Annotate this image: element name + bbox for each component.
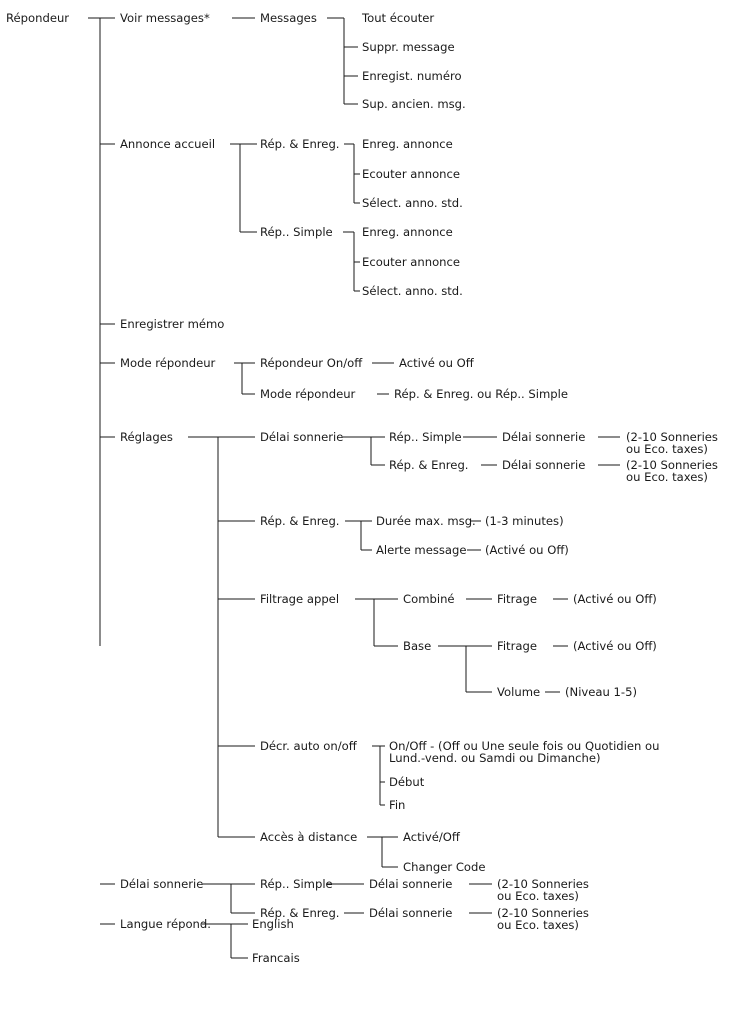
node-sonneries-1b: ou Eco. taxes) [626,442,708,456]
node-on-off-line1: On/Off - (Off ou Une seule fois ou Quotidien ou [389,739,660,753]
node-acces-distance: Accès à distance [260,830,358,844]
node-minutes-1-3: (1-3 minutes) [485,514,564,528]
node-duree-max-msg: Durée max. msg. [376,514,476,528]
node-sonneries-2a: (2-10 Sonneries [626,458,718,472]
node-sonneries-1a: (2-10 Sonneries [626,430,718,444]
node-repondeur-on-off: Répondeur On/off [260,356,363,370]
node-reglages: Réglages [120,430,173,444]
node-mode-repondeur: Mode répondeur [120,356,216,370]
node-decr-auto: Décr. auto on/off [260,739,357,753]
node-alerte-message: Alerte message [376,543,467,557]
node-delai-sonnerie-3: Délai sonnerie [369,877,453,891]
node-combine-active-ou-off: (Activé ou Off) [573,592,657,606]
node-sonneries-4b: ou Eco. taxes) [497,918,579,932]
node-volume: Volume [497,685,541,699]
node-enregistrer-memo: Enregistrer mémo [120,317,225,331]
node-delai-sonnerie-2: Délai sonnerie [502,458,586,472]
node-fin: Fin [389,798,406,812]
node-delai-sonnerie-1: Délai sonnerie [502,430,586,444]
node-changer-code: Changer Code [403,860,486,874]
node-enregist-numero: Enregist. numéro [362,69,462,83]
node-repondeur: Répondeur [6,11,70,25]
node-annonce-accueil: Annonce accueil [120,137,216,151]
node-base-active-ou-off: (Activé ou Off) [573,639,657,653]
node-rep-enreg-delai-1: Rép. & Enreg. [389,458,469,472]
node-rep-enreg-delai-2: Rép. & Enreg. [260,906,340,920]
node-francais: Francais [252,951,300,965]
node-english: English [252,917,294,931]
node-rep-simple-annonce: Rép.. Simple [260,225,333,239]
node-select-anno-std-1: Sélect. anno. std. [362,196,463,210]
node-enreg-annonce-1: Enreg. annonce [362,137,453,151]
node-active-off: Activé/Off [403,830,460,844]
node-tout-ecouter: Tout écouter [362,11,435,25]
node-mode-repondeur-sub: Mode répondeur [260,387,356,401]
node-base: Base [403,639,432,653]
node-fitrage-combine: Fitrage [497,592,537,606]
node-rep-enreg-ou-simple: Rép. & Enreg. ou Rép.. Simple [394,387,568,401]
node-voir-messages: Voir messages* [120,11,210,25]
node-ecouter-annonce-2: Ecouter annonce [362,255,461,269]
node-rep-simple-delai-2: Rép.. Simple [260,877,333,891]
node-sonneries-3a: (2-10 Sonneries [497,877,589,891]
node-sonneries-2b: ou Eco. taxes) [626,470,708,484]
node-enreg-annonce-2: Enreg. annonce [362,225,453,239]
node-fitrage-base: Fitrage [497,639,537,653]
node-ecouter-annonce-1: Ecouter annonce [362,167,461,181]
node-select-anno-std-2: Sélect. anno. std. [362,284,463,298]
node-debut: Début [389,775,425,789]
node-combine: Combiné [403,592,455,606]
node-delai-sonnerie-main: Délai sonnerie [120,877,204,891]
node-niveau-1-5: (Niveau 1-5) [565,685,638,699]
node-filtrage-appel: Filtrage appel [260,592,340,606]
node-sonneries-3b: ou Eco. taxes) [497,889,579,903]
node-sup-ancien-msg: Sup. ancien. msg. [362,97,466,111]
node-delai-sonnerie-reglages: Délai sonnerie [260,430,344,444]
node-active-ou-off: Activé ou Off [399,356,474,370]
node-rep-enreg-reglages: Rép. & Enreg. [260,514,340,528]
node-sonneries-4a: (2-10 Sonneries [497,906,589,920]
node-alerte-active-ou-off: (Activé ou Off) [485,543,569,557]
node-messages: Messages [260,11,317,25]
node-on-off-line2: Lund.-vend. ou Samdi ou Dimanche) [389,751,601,765]
node-rep-enreg-annonce: Rép. & Enreg. [260,137,340,151]
node-rep-simple-delai-1: Rép.. Simple [389,430,462,444]
node-langue-repond: Langue répond. [120,917,211,931]
node-suppr-message: Suppr. message [362,40,455,54]
node-delai-sonnerie-4: Délai sonnerie [369,906,453,920]
